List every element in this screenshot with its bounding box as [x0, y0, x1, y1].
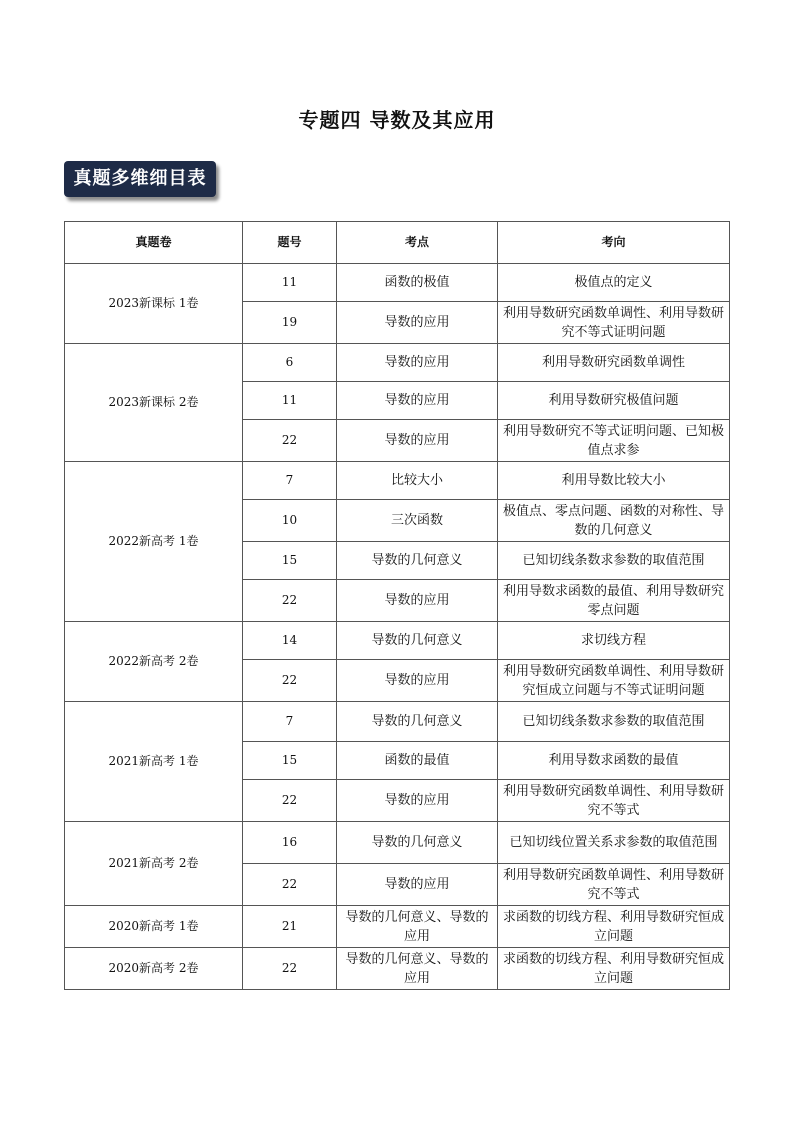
header-knowledge-point: 考点	[337, 222, 498, 264]
knowledge-point-cell: 导数的几何意义	[337, 542, 498, 580]
direction-cell: 利用导数研究函数单调性、利用导数研究不等式证明问题	[498, 302, 730, 344]
direction-cell: 已知切线条数求参数的取值范围	[498, 542, 730, 580]
table-row	[65, 702, 730, 742]
direction-cell: 求函数的切线方程、利用导数研究恒成立问题	[498, 906, 730, 948]
direction-cell: 求函数的切线方程、利用导数研究恒成立问题	[498, 948, 730, 990]
paper-cell: 2023新课标 1卷	[65, 264, 243, 344]
table-row	[65, 462, 730, 500]
direction-cell: 极值点的定义	[498, 264, 730, 302]
direction-cell: 利用导数研究函数单调性	[498, 344, 730, 382]
knowledge-point-cell: 导数的应用	[337, 302, 498, 344]
question-number-cell: 21	[243, 906, 337, 948]
knowledge-point-cell: 导数的几何意义	[337, 702, 498, 742]
question-number-cell: 16	[243, 822, 337, 864]
question-number-cell: 15	[243, 742, 337, 780]
knowledge-point-cell: 函数的极值	[337, 264, 498, 302]
paper-cell: 2020新高考 1卷	[65, 906, 243, 948]
knowledge-point-cell: 导数的几何意义、导数的应用	[337, 906, 498, 948]
knowledge-point-cell: 导数的几何意义	[337, 622, 498, 660]
page-title: 专题四 导数及其应用	[298, 108, 496, 132]
table-row	[65, 622, 730, 660]
exam-breakdown-table	[64, 221, 730, 990]
paper-cell: 2022新高考 1卷	[65, 462, 243, 622]
question-number-cell: 15	[243, 542, 337, 580]
question-number-cell: 7	[243, 702, 337, 742]
question-number-cell: 22	[243, 420, 337, 462]
table-row	[65, 822, 730, 864]
header-direction: 考向	[498, 222, 730, 264]
question-number-cell: 6	[243, 344, 337, 382]
question-number-cell: 22	[243, 948, 337, 990]
question-number-cell: 22	[243, 780, 337, 822]
table-row	[65, 906, 730, 948]
direction-cell: 求切线方程	[498, 622, 730, 660]
direction-cell: 利用导数求函数的最值、利用导数研究零点问题	[498, 580, 730, 622]
table-row	[65, 264, 730, 302]
paper-cell: 2022新高考 2卷	[65, 622, 243, 702]
knowledge-point-cell: 导数的应用	[337, 344, 498, 382]
direction-cell: 利用导数研究函数单调性、利用导数研究不等式	[498, 780, 730, 822]
question-number-cell: 19	[243, 302, 337, 344]
direction-cell: 利用导数比较大小	[498, 462, 730, 500]
table-row	[65, 344, 730, 382]
question-number-cell: 14	[243, 622, 337, 660]
question-number-cell: 7	[243, 462, 337, 500]
knowledge-point-cell: 比较大小	[337, 462, 498, 500]
knowledge-point-cell: 导数的应用	[337, 780, 498, 822]
knowledge-point-cell: 导数的应用	[337, 864, 498, 906]
knowledge-point-cell: 导数的应用	[337, 660, 498, 702]
question-number-cell: 11	[243, 264, 337, 302]
knowledge-point-cell: 导数的应用	[337, 420, 498, 462]
header-paper: 真题卷	[65, 222, 243, 264]
table-body	[65, 264, 730, 990]
table-header-row	[65, 222, 730, 264]
table-row	[65, 948, 730, 990]
direction-cell: 利用导数研究极值问题	[498, 382, 730, 420]
knowledge-point-cell: 导数的应用	[337, 382, 498, 420]
direction-cell: 利用导数求函数的最值	[498, 742, 730, 780]
question-number-cell: 11	[243, 382, 337, 420]
question-number-cell: 10	[243, 500, 337, 542]
question-number-cell: 22	[243, 660, 337, 702]
direction-cell: 极值点、零点问题、函数的对称性、导数的几何意义	[498, 500, 730, 542]
direction-cell: 利用导数研究函数单调性、利用导数研究不等式	[498, 864, 730, 906]
direction-cell: 已知切线条数求参数的取值范围	[498, 702, 730, 742]
section-badge: 真题多维细目表	[64, 161, 216, 197]
knowledge-point-cell: 函数的最值	[337, 742, 498, 780]
paper-cell: 2021新高考 1卷	[65, 702, 243, 822]
question-number-cell: 22	[243, 864, 337, 906]
paper-cell: 2020新高考 2卷	[65, 948, 243, 990]
direction-cell: 利用导数研究函数单调性、利用导数研究恒成立问题与不等式证明问题	[498, 660, 730, 702]
direction-cell: 已知切线位置关系求参数的取值范围	[498, 822, 730, 864]
knowledge-point-cell: 导数的几何意义、导数的应用	[337, 948, 498, 990]
knowledge-point-cell: 三次函数	[337, 500, 498, 542]
paper-cell: 2021新高考 2卷	[65, 822, 243, 906]
paper-cell: 2023新课标 2卷	[65, 344, 243, 462]
knowledge-point-cell: 导数的应用	[337, 580, 498, 622]
header-question-number: 题号	[243, 222, 337, 264]
knowledge-point-cell: 导数的几何意义	[337, 822, 498, 864]
question-number-cell: 22	[243, 580, 337, 622]
direction-cell: 利用导数研究不等式证明问题、已知极值点求参	[498, 420, 730, 462]
